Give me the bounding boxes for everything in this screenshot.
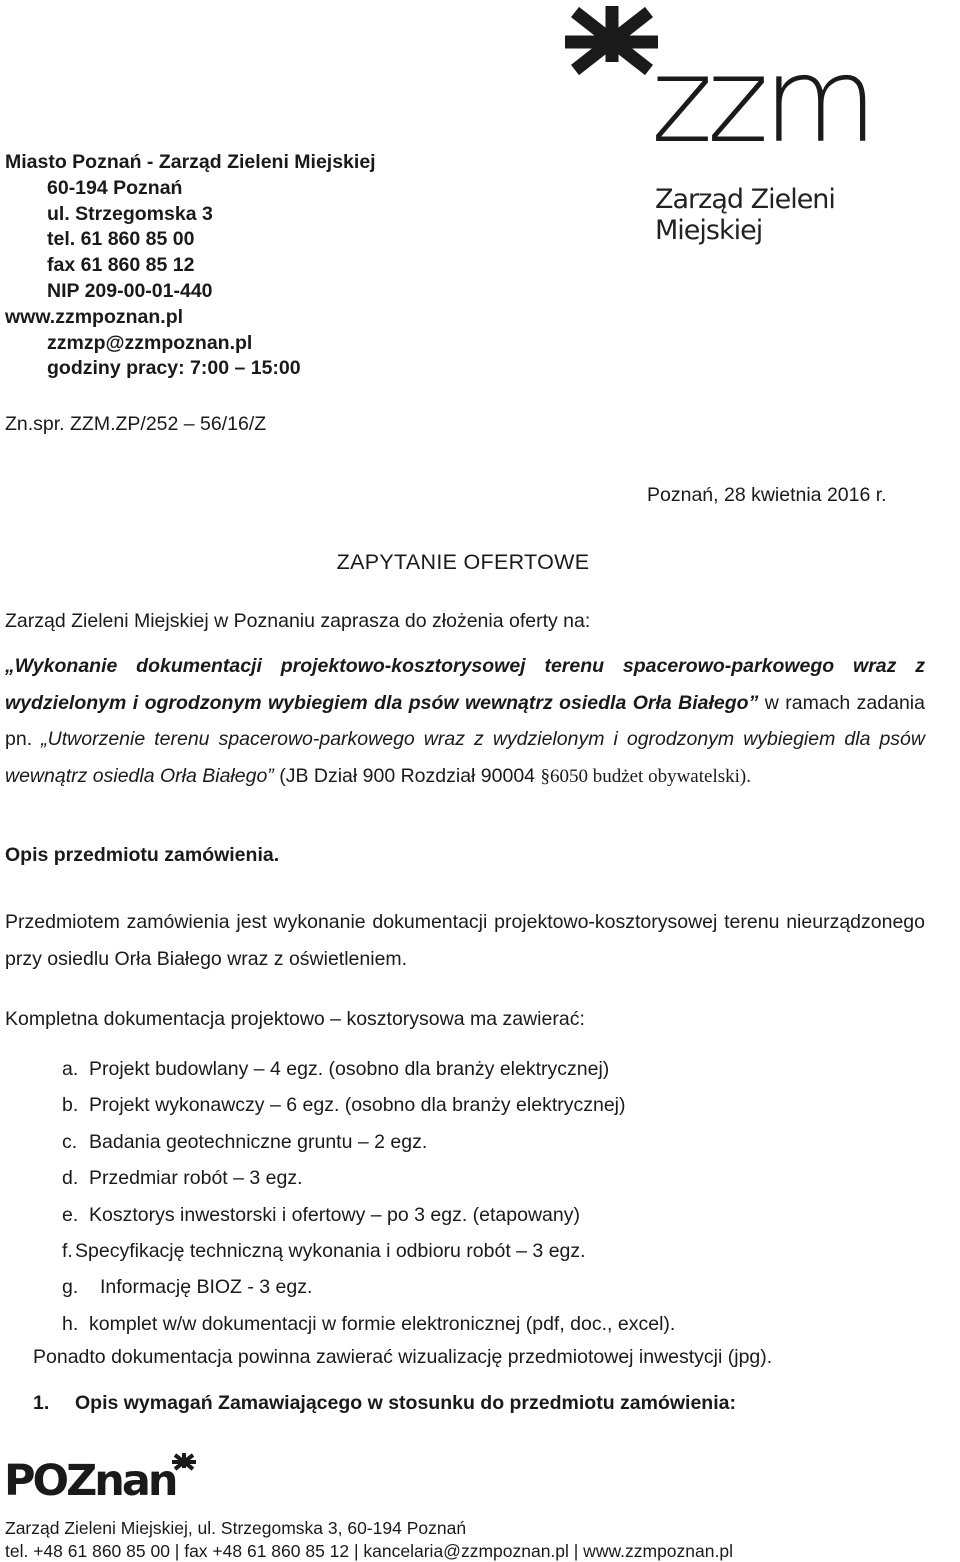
requirements-heading <box>33 1392 736 1415</box>
visualization-note: Ponadto dokumentacja powinna zawierać wizualizację przedmiotowej inwestycji (jpg). <box>33 1346 773 1368</box>
sender-hours: godziny pracy: 7:00 – 15:00 <box>47 357 301 380</box>
list-marker: c. <box>62 1130 78 1153</box>
budget-section: §6050 budżet obywatelski). <box>540 765 751 787</box>
list-marker: d. <box>62 1167 79 1190</box>
document-title: ZAPYTANIE OFERTOWE <box>336 550 590 574</box>
sender-postal: 60-194 Poznań <box>47 176 183 199</box>
document-date: Poznań, 28 kwietnia 2016 r. <box>647 484 887 506</box>
invitation-text: Zarząd Zieleni Miejskiej w Poznaniu zaprasza do złożenia oferty na: <box>5 610 591 632</box>
list-marker: e. <box>62 1203 79 1226</box>
subject-title: „Wykonanie dokumentacji projektowo-kosztorysowej terenu spacerowo-parkowego wraz z wydzielonym i ogrodzonym wybiegiem dla psów wewnątrz osiedla Orła Białego” <box>5 655 925 714</box>
reference-number: Zn.spr. ZZM.ZP/252 – 56/16/Z <box>5 413 267 435</box>
sender-address-block <box>5 150 376 382</box>
zzm-logo-subtitle: Zarząd Zieleni Miejskiej <box>655 184 835 246</box>
sender-email: zzmzp@zzmpoznan.pl <box>47 331 253 354</box>
subject-middle: w ramach zadania pn. <box>5 691 925 750</box>
zzm-wordmark: zzm <box>651 31 872 169</box>
list-item-text: Projekt wykonawczy – 6 egz. (osobno dla branży elektrycznej) <box>89 1094 626 1117</box>
list-item <box>62 1197 675 1233</box>
asterisk-icon <box>555 2 665 122</box>
list-item <box>62 1124 675 1160</box>
list-marker: b. <box>62 1094 79 1117</box>
list-marker: g. <box>62 1276 79 1299</box>
footer-contact: tel. +48 61 860 85 00 | fax +48 61 860 85 12 | kancelaria@zzmpoznan.pl | www.zzmpoznan.pl <box>5 1541 733 1561</box>
sender-www: www.zzmpoznan.pl <box>5 305 184 328</box>
list-item <box>62 1160 675 1196</box>
list-item <box>62 1233 675 1269</box>
sender-street: ul. Strzegomska 3 <box>47 202 213 225</box>
list-item <box>62 1051 675 1087</box>
poznan-logo <box>4 1452 204 1508</box>
poznan-wordmark: POZnan <box>4 1456 176 1506</box>
list-item-text: Projekt budowlany – 4 egz. (osobno dla branży elektrycznej) <box>89 1058 610 1080</box>
task-name: „Utworzenie terenu spacerowo-parkowego wraz z wydzielonym i ogrodzonym wybiegiem dla psów wewnątrz osiedla Orła Białego” <box>5 728 925 787</box>
list-item <box>62 1269 675 1305</box>
list-item-text: Badania geotechniczne gruntu – 2 egz. <box>89 1130 428 1153</box>
budget-info: (JB Dział 900 Rozdział 90004 <box>273 764 541 787</box>
sender-name: Miasto Poznań - Zarząd Zieleni Miejskiej <box>5 151 376 173</box>
scope-paragraph: Przedmiotem zamówienia jest wykonanie dokumentacji projektowo-kosztorysowej terenu nieurządzonego przy osiedlu Orła Białego wraz z oświetleniem. <box>5 911 925 970</box>
list-item-text: Przedmiar robót – 3 egz. <box>89 1167 303 1190</box>
sender-fax: fax 61 860 85 12 <box>47 254 195 277</box>
footer-address: Zarząd Zieleni Miejskiej, ul. Strzegomska 3, 60-194 Poznań <box>5 1518 467 1538</box>
asterisk-icon <box>170 1452 198 1480</box>
sender-nip: NIP 209-00-01-440 <box>47 279 213 302</box>
requirements-number: 1. <box>33 1392 50 1414</box>
list-item <box>62 1306 675 1342</box>
list-item-text: Kosztorys inwestorski i ofertowy – po 3 egz. (etapowany) <box>89 1203 580 1226</box>
requirements-text: Opis wymagań Zamawiającego w stosunku do przedmiotu zamówienia: <box>75 1392 736 1414</box>
documentation-list <box>62 1051 675 1342</box>
list-item <box>62 1087 675 1123</box>
list-item-text: komplet w/w dokumentacji w formie elektronicznej (pdf, doc., excel). <box>89 1312 676 1335</box>
list-item-text: Specyfikację techniczną wykonania i odbioru robót – 3 egz. <box>75 1239 586 1262</box>
list-item-text: Informację BIOZ - 3 egz. <box>100 1276 313 1299</box>
documentation-intro: Kompletna dokumentacja projektowo – kosztorysowa ma zawierać: <box>5 1008 585 1030</box>
list-marker: h. <box>62 1312 79 1335</box>
section-heading: Opis przedmiotu zamówienia. <box>5 844 280 866</box>
zzm-logo <box>555 2 935 246</box>
subject-paragraph <box>5 648 925 795</box>
list-marker: a. <box>62 1058 79 1080</box>
list-marker: f. <box>62 1239 73 1262</box>
sender-tel: tel. 61 860 85 00 <box>47 228 195 251</box>
